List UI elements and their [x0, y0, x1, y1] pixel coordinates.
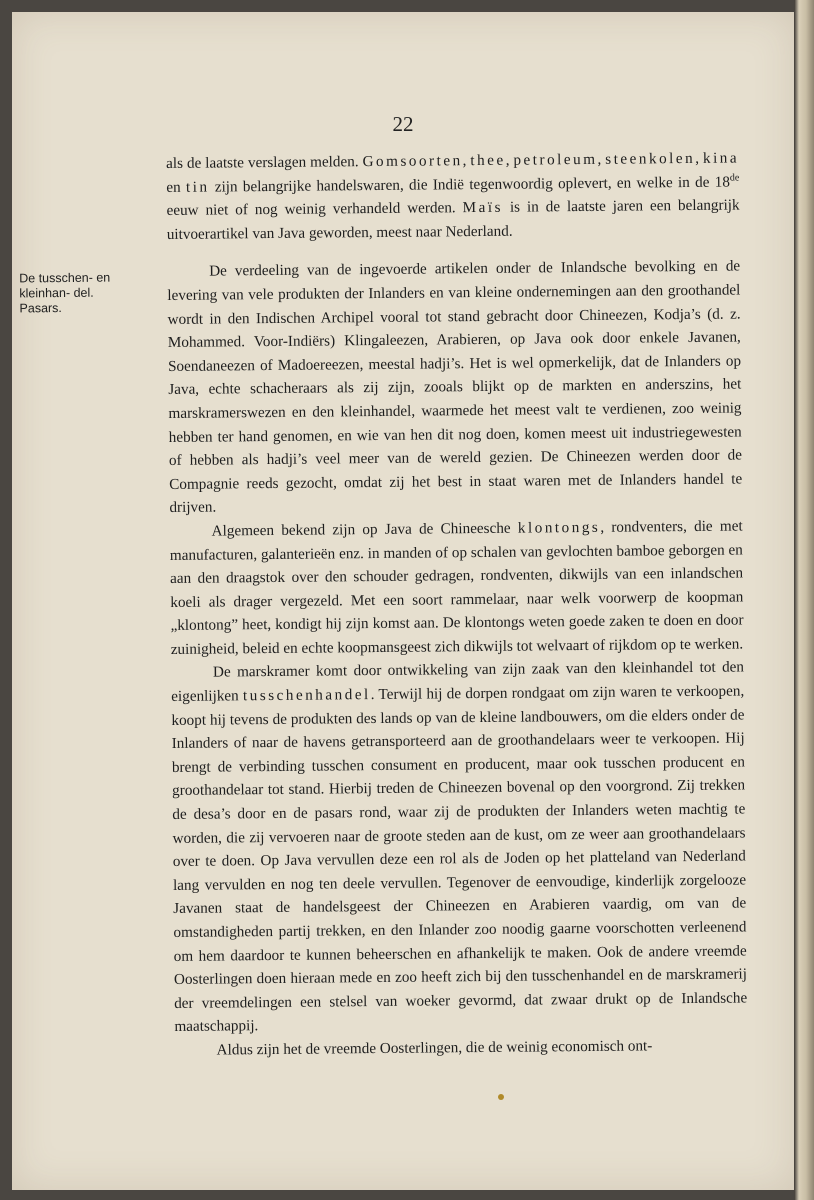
- paragraph-4: [171, 656, 748, 1039]
- spaced-term: klontongs: [517, 518, 601, 537]
- page-edge-shadow: [794, 0, 814, 1200]
- paragraph-2: De verdeeling van de ingevoerde artikelen onder de Inlandsche bevolking en de levering van vele produkten der Inlanders en van kleine ondernemingen aan den groothandel wordt in den Indischen Archipel vooral tot stand gebracht door Chineezen, Kodja’s (d. z. Mohammed. Voor-Indiërs) Klingaleezen, Arabieren, op Java ook door enkele Javanen, Soendaneezen of Madoereezen, meestal hadji’s. Het is wel opmerkelijk, dat de Inlanders op Java, echte schacheraars als zij zijn, zooals blijkt op de markten en anderszins, het marskramerswezen en den kleinhandel, waarmede het meest valt te verdienen, zoo weinig hebben ter hand genomen, en wie van hen dit nog doen, komen meest uit industriegewesten of hebben als hadji’s veel meer van de wereld gezien. De Chineezen werden door de Compagnie reeds gezocht, omdat zij het best in staat waren met de Inlanders handel te drijven.: [167, 257, 743, 517]
- ordinal-number: 18: [714, 173, 730, 191]
- text-run: , rondventers, die met manufacturen, galanterieën enz. in manden of op schalen van gevlochten bamboe geborgen en aan den draagstok over den schouder gedragen, rondventen, dikwijls van een inlandschen koeli als drager vergezeld. Met een soort rammelaar, naar welk voorwerp de koopman „klontong” heet, kondigt hij zijn komst aan. De klontongs weten goede zaken te doen en door zuinigheid, beleid en echte koopmansgeest zich dikwijls tot welvaart of rijkdom op te werken.: [169, 517, 744, 658]
- text-run: ,: [597, 150, 602, 168]
- spaced-term: Maïs: [462, 198, 504, 217]
- text-run: en: [166, 178, 181, 196]
- spaced-term: petroleum: [513, 150, 598, 169]
- text-run: . Terwijl hij de dorpen rondgaat om zijn waren te verkoopen, koopt hij tevens de produkten des lands op van de kleine landbouwers, om die elders onder de Inlanders of naar de havens getransporteerd aan de groothandelaars weer te verkoopen. Hij brengt de verbinding tusschen consument en producent, maar ook tusschen producent en groothandelaar tot stand. Hierbij treden de Chineezen bovenal op den voorgrond. Zij trekken de desa’s door en de pasars rond, waar zij de produkten der Inlanders weten machtig te worden, die zij vervoeren naar de groote steden aan de kust, om ze weer aan groothandelaars over te doen. Op Java vervullen deze een rol als de Joden op het platteland van Nederland lang vervulden en nog ten deele vervullen. Tegenover de eenvoudige, kinderlijk zorgelooze Javanen staat de handelsgeest der Chineezen en Arabieren vaardig, om van de omstandigheden partij trekken, en den Inlander zoo noodig gaarne voorschotten verleenend om hem daardoor te kunnen beheerschen en afhankelijk te maken. Ook de andere vreemde Oosterlingen doen hieraan mede en zoo heeft zich bij den tusschenhandel en de marskramerij der vreemdelingen een stelsel van woeker gevormd, dat zwaar drukt op de Inlandsche maatschappij.: [171, 682, 748, 1036]
- text-run: ,: [695, 149, 700, 167]
- spaced-term: tusschenhandel: [242, 686, 371, 705]
- text-run: ,: [505, 151, 510, 169]
- text-run: is in de laatste jaren een belangrijk uitvoerartikel van Java geworden, meest naar Nederland.: [166, 196, 740, 243]
- text-run: ,: [462, 152, 467, 170]
- ordinal-superscript: de: [729, 172, 740, 184]
- text-run: Algemeen bekend zijn op Java de Chineesche: [211, 519, 511, 540]
- text-run: eeuw niet of nog weinig verhandeld werden.: [166, 199, 456, 220]
- paragraph-1: [166, 146, 740, 246]
- paragraph-3: [170, 514, 744, 661]
- paragraph-5: Aldus zijn het de vreemde Oosterlingen, die de weinig economisch ont-: [216, 1037, 653, 1059]
- spaced-term: tin: [185, 178, 210, 196]
- text-run: De marskramer komt door ontwikkeling van zijn zaak van den kleinhandel tot den eigenlijken: [171, 658, 745, 706]
- spaced-term: kina: [702, 149, 740, 167]
- spaced-term: thee: [470, 151, 506, 170]
- margin-note: De tusschen- en kleinhan- del. Pasars.: [19, 270, 111, 316]
- section-tusschenhandel: [19, 255, 743, 520]
- page-number: 22: [392, 112, 414, 136]
- text-run: als de laatste verslagen melden.: [166, 153, 359, 172]
- spaced-term: Gomsoorten: [362, 152, 463, 171]
- ink-speck: [498, 1094, 504, 1100]
- page-body: [19, 146, 748, 1062]
- book-page: [12, 12, 794, 1190]
- spaced-term: steenkolen: [605, 149, 696, 168]
- text-run: zijn belangrijke handelswaren, die Indië tegenwoordig oplevert, en welke in de: [214, 173, 710, 196]
